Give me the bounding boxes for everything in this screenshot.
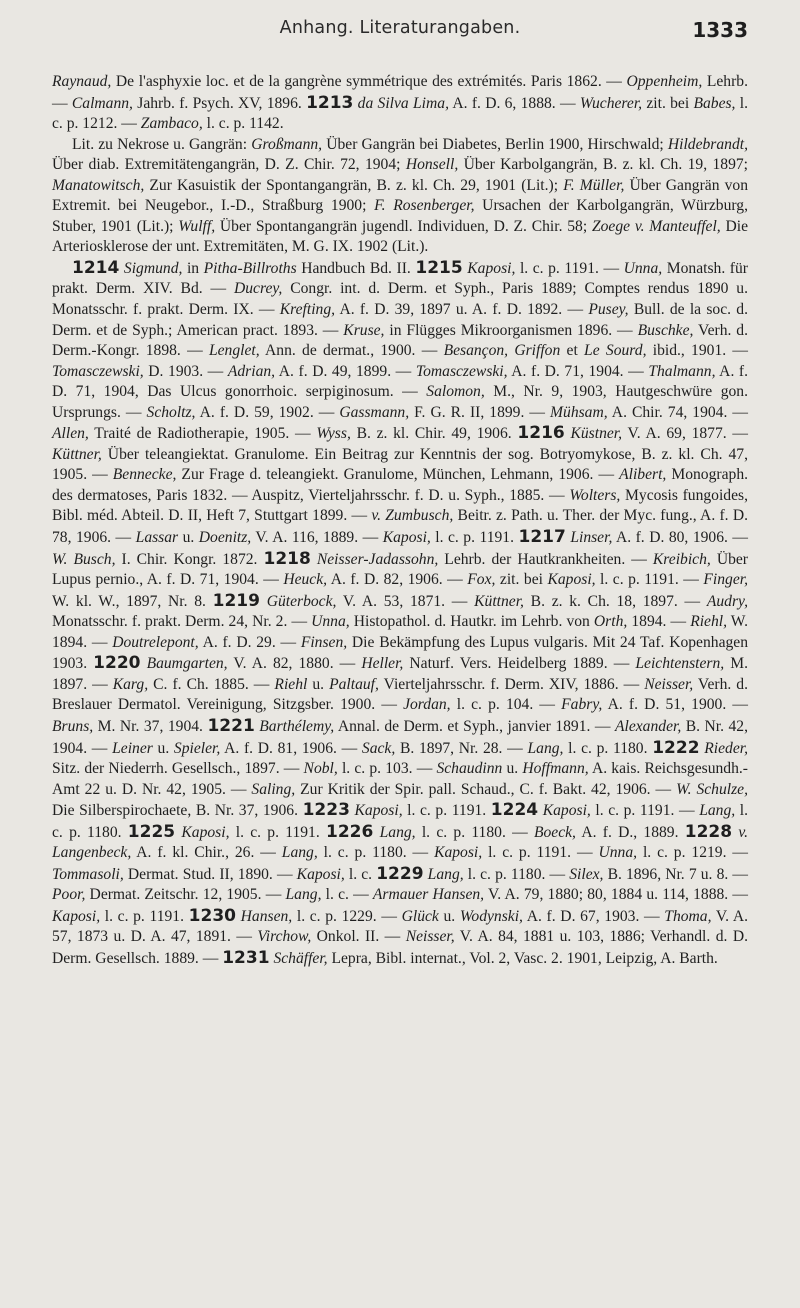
page-header (52, 18, 748, 48)
citation-text: l. c. (344, 865, 377, 883)
citation-text: u. (178, 529, 199, 547)
author-name: Doutrelepont, (112, 633, 199, 651)
author-name: Glück (401, 907, 439, 925)
author-name: Ducrey, (233, 280, 283, 298)
author-name: Pusey, (588, 301, 629, 319)
citation-text: Annal. de Derm. et Syph., janvier 1891. — (334, 717, 615, 735)
author-name: Güterbock, (266, 592, 337, 610)
author-name: Großmann, (251, 135, 323, 153)
citation-text: Mycosis fungoides, Bibl. méd. Abteil. D. II, Heft 7, Stuttgart 1899. — (52, 486, 748, 525)
author-name: Leiner (112, 739, 153, 757)
bibliography-paragraph (52, 258, 748, 970)
citation-text: A. f. D. 71, 1904. — (507, 362, 649, 380)
citation-text: l. c. p. 1191. — (515, 259, 624, 277)
citation-text: A. f. D. 49, 1899. — (275, 362, 416, 380)
citation-text: Monatsh. für prakt. Derm. XIV. Bd. — (52, 259, 748, 298)
citation-text: Histopathol. d. Hautkr. im Lehrb. von (349, 613, 594, 631)
citation-text: C. f. Ch. 1885. — (148, 675, 275, 693)
author-name: Doenitz, (198, 529, 252, 547)
citation-text: Dermat. Zeitschr. 12, 1905. — (85, 886, 286, 904)
author-name: Alibert, (619, 466, 667, 484)
author-name: Lassar (135, 529, 179, 547)
reference-number: 1226 (326, 821, 374, 842)
author-name: Tomasczewski, (415, 362, 508, 380)
bibliography-paragraph (52, 135, 748, 258)
citation-text: l. c. p. 1180. — (317, 844, 435, 862)
author-name: Paltauf, (329, 675, 379, 693)
citation-text: Verh. d. Derm.-Kongr. 1898. — (52, 321, 748, 360)
citation-text: Vierteljahrsschr. f. Derm. XIV, 1886. — (378, 675, 645, 693)
reference-number: 1228 (684, 821, 733, 842)
author-name: Nobl, (303, 760, 338, 778)
reference-number: 1225 (127, 821, 176, 842)
citation-text: A. Chir. 74, 1904. — (607, 403, 748, 421)
author-name: Manatowitsch, (52, 176, 145, 194)
citation-text: Über diab. Extremitätengangrän, D. Z. Chir. 72, 1904; (52, 156, 406, 174)
citation-text: Monatsschr. f. prakt. Derm. 24, Nr. 2. — (52, 613, 312, 631)
author-name: Pitha-Billroths (203, 259, 297, 277)
author-name: Boeck, (533, 823, 576, 841)
author-name: Kaposi, (547, 571, 596, 589)
citation-text: A. f. D. 51, 1900. — (602, 696, 748, 714)
author-name: Schäffer, (273, 949, 328, 967)
citation-text: Bull. de la soc. d. Derm. et de Syph.; American pract. 1893. — (52, 301, 748, 339)
author-name: Hansen, (240, 907, 293, 925)
citation-text: A. f. kl. Chir., 26. — (131, 844, 282, 862)
citation-text: B. 1897, Nr. 28. — (395, 739, 528, 757)
author-name: Kaposi, (434, 844, 483, 862)
author-name: Neisser, (644, 675, 694, 693)
author-name: Karg, (112, 675, 149, 693)
citation-text: B. z. k. Ch. 18, 1897. — (523, 592, 707, 610)
citation-text: l. c. p. 1180. — (415, 823, 534, 841)
author-name: Bennecke, (112, 466, 177, 484)
author-name: F. Müller, (563, 176, 625, 194)
running-title: Anhang. Literaturangaben. (279, 18, 521, 38)
author-name: Unna, (598, 844, 638, 862)
author-name: Alexander, (614, 717, 682, 735)
citation-text: W. 1894. — (52, 613, 748, 651)
author-name: Oppenheim, (626, 73, 703, 90)
author-name: Lang, (527, 739, 564, 757)
author-name: Buschke, (637, 321, 694, 339)
reference-number: 1216 (517, 423, 565, 444)
citation-text: A. f. D. 6, 1888. — (448, 94, 580, 112)
reference-number: 1221 (207, 715, 255, 736)
author-name: Krefting, (279, 301, 336, 319)
author-name: Rieder, (704, 739, 749, 757)
reference-number: 1215 (415, 257, 463, 278)
author-name: Zambaco, (140, 115, 203, 133)
author-name: Kruse, (343, 321, 385, 339)
author-name: Zoege v. Manteuffel, (591, 217, 721, 235)
author-name: Unna, (311, 613, 350, 631)
author-name: Lang, (285, 886, 322, 904)
citation-text: Die Silberspirochaete, B. Nr. 37, 1906. (52, 802, 303, 820)
citation-text: l. c. p. 1180. (52, 802, 748, 841)
author-name: v. Zumbusch, (371, 507, 454, 525)
author-name: Kaposi, (296, 865, 345, 883)
author-name: Küstner, (570, 425, 623, 443)
citation-text: l. c. — (321, 886, 373, 904)
citation-text: Über Spontangangrän jugendl. Individuen, D. Z. Chir. 58; (215, 217, 592, 235)
author-name: Kaposi, (467, 259, 516, 277)
author-name: da Silva Lima, (357, 94, 449, 112)
citation-text: Dermat. Stud. II, 1890. — (123, 865, 297, 883)
citation-text: Zur Kasuistik der Spontangangrän, B. z. kl. Ch. 29, 1901 (Lit.); (144, 176, 564, 194)
author-name: v. Langenbeck, (52, 823, 749, 862)
citation-text: l. c. p. 1191. (229, 823, 327, 841)
citation-text: Über teleangiektat. Granulome. Ein Beitrag zur Kenntnis der sog. Botryomykose, B. z. kl. Ch. 47, 1905. — (52, 445, 748, 484)
author-name: Lang, (379, 823, 416, 841)
reference-number: 1230 (188, 905, 236, 926)
citation-text: W. kl. W., 1897, Nr. 8. (52, 592, 213, 610)
citation-text: Zur Frage d. teleangiekt. Granulome, München, Lehmann, 1906. — (176, 466, 620, 484)
author-name: Wyss, (316, 425, 351, 443)
citation-text: A. f. D. 59, 1902. — (195, 403, 340, 421)
reference-number: 1231 (222, 947, 270, 968)
reference-number: 1217 (518, 527, 566, 548)
citation-text: Zur Kritik der Spir. pall. Schaud., C. f. Bakt. 42, 1906. — (295, 780, 677, 798)
citation-text: B. Nr. 42, 1904. — (52, 717, 748, 757)
citation-text: V. A. 116, 1889. — (251, 529, 383, 547)
citation-text: l. c. p. 1229. — (292, 907, 402, 925)
author-name: Tommasoli, (52, 865, 124, 883)
author-name: Wucherer, (579, 94, 643, 112)
author-name: Thalmann, (648, 362, 716, 380)
citation-text: l. c. p. 1191. (402, 802, 491, 820)
author-name: Heuck, (283, 571, 328, 589)
author-name: Silex, (569, 865, 604, 883)
author-name: Kaposi, (354, 802, 403, 820)
citation-text: Ursachen der Karbolgangrän, Würzburg, Stuber, 1901 (Lit.); (52, 197, 748, 235)
citation-text: in Flügges Mikroorganismen 1896. — (384, 321, 638, 339)
author-name: Wodynski, (459, 907, 523, 925)
citation-text: V. A. 53, 1871. — (336, 592, 475, 610)
citation-text: Lehrb. der Hautkrankheiten. — (438, 550, 653, 568)
citation-text: V. A. 69, 1877. — (622, 425, 748, 443)
citation-text: u. (152, 739, 174, 757)
citation-text: V. A. 84, 1881 u. 103, 1886; Verhandl. d. D. Derm. Gesellsch. 1889. — (52, 928, 748, 967)
citation-text: l. c. p. 104. — (450, 696, 562, 714)
citation-text: M. Nr. 37, 1904. (93, 717, 208, 735)
author-name: Heller, (361, 655, 404, 673)
reference-number: 1213 (306, 92, 354, 113)
author-name: Saling, (251, 780, 296, 798)
reference-number: 1220 (93, 653, 141, 674)
author-name: Jordan, (403, 696, 451, 714)
citation-text: Traité de Radiotherapie, 1905. — (88, 425, 317, 443)
reference-number: 1222 (652, 737, 700, 758)
bibliography-text (52, 72, 748, 970)
author-name: Tomasczewski, (52, 362, 144, 380)
citation-text: A. f. D. 29. — (198, 633, 301, 651)
citation-text: A. f. D. 39, 1897 u. A. f. D. 1892. — (335, 301, 589, 319)
citation-text (260, 593, 267, 610)
author-name: Fox, (467, 571, 496, 589)
reference-number: 1219 (212, 590, 260, 611)
citation-text: F. G. R. II, 1899. — (409, 403, 551, 421)
citation-text: l. c. p. 1191. — (482, 844, 599, 862)
author-name: Poor, (52, 886, 86, 904)
author-name: Kaposi, (382, 529, 431, 547)
author-name: Leichtenstern, (635, 655, 725, 673)
citation-text: Sitz. der Niederrh. Gesellsch., 1897. — (52, 760, 304, 778)
author-name: Fabry, (561, 696, 603, 714)
citation-text: u. (307, 675, 330, 693)
citation-text: Lepra, Bibl. internat., Vol. 2, Vasc. 2. 1901, Leipzig, A. Barth. (327, 949, 718, 967)
citation-text: et (560, 342, 585, 360)
author-name: W. Schulze, (676, 780, 748, 798)
citation-text: Beitr. z. Path. u. Ther. der Myc. fung., A. f. D. 78, 1906. — (52, 507, 748, 547)
author-name: Finsen, (300, 633, 348, 651)
citation-text: A. f. D., 1889. (575, 823, 685, 841)
citation-text: Lehrb. — (52, 73, 748, 112)
author-name: Orth, (593, 613, 628, 631)
author-name: Wolters, (569, 486, 621, 504)
author-name: Calmann, (71, 94, 133, 112)
citation-text: A. f. D. 80, 1906. — (612, 529, 748, 547)
citation-text: Handbuch Bd. II. (296, 259, 416, 277)
citation-text: Die Bekämpfung des Lupus vulgaris. Mit 24 Taf. Kopenhagen 1903. (52, 633, 749, 673)
author-name: Armauer Hansen, (372, 886, 485, 904)
author-name: Allen, (52, 425, 89, 443)
author-name: Audry, (706, 592, 748, 610)
author-name: Hildebrandt, (667, 135, 748, 153)
citation-text: Über Gangrän bei Diabetes, Berlin 1900, Hirschwald; (322, 135, 668, 153)
author-name: Adrian, (227, 362, 276, 380)
citation-text: l. c. p. 1180. (563, 739, 653, 757)
citation-text: B. 1896, Nr. 7 u. 8. — (603, 865, 748, 883)
author-name: W. Busch, (52, 550, 116, 568)
author-name: Hoffmann, (522, 760, 589, 778)
author-name: Lang, (699, 802, 736, 820)
author-name: Unna, (623, 259, 663, 277)
citation-text: Über Lupus pernio., A. f. D. 71, 1904. — (52, 550, 748, 589)
citation-text: B. z. kl. Chir. 49, 1906. (350, 425, 518, 443)
citation-text: u. (502, 760, 523, 778)
citation-text: zit. bei (495, 571, 548, 589)
citation-text: l. c. p. 1191. — (590, 802, 700, 820)
author-name: F. Rosenberger, (374, 197, 475, 215)
author-name: Babes, (693, 94, 736, 112)
author-name: Neisser, (405, 928, 455, 946)
citation-text: in (182, 259, 204, 277)
citation-text: ibid., 1901. — (646, 342, 748, 360)
bibliography-paragraph (52, 72, 748, 135)
citation-text: A. f. D. 81, 1906. — (220, 739, 362, 757)
citation-text: Congr. int. d. Derm. et Syph., Paris 1889; Comptes rendus 1890 u. Monatsschr. f. prakt. Derm. IX. — (52, 280, 748, 319)
reference-number: 1229 (376, 863, 424, 884)
citation-text: V. A. 57, 1873 u. D. A. 47, 1891. — (52, 907, 749, 946)
citation-text: Lit. zu Nekrose u. Gangrän: (72, 135, 252, 153)
author-name: Kaposi, (542, 802, 591, 820)
author-name: Küttner, (474, 592, 524, 610)
author-name: Besançon, Griffon (443, 342, 561, 360)
citation-text: l. c. p. 103. — (337, 760, 437, 778)
author-name: Lenglet, (208, 342, 260, 360)
reference-number: 1223 (302, 800, 350, 821)
author-name: Lang, (427, 865, 464, 883)
author-name: Riehl (274, 675, 308, 693)
citation-text: De l'asphyxie loc. et de la gangrène symmétrique des extrémités. Paris 1862. — (111, 73, 627, 90)
author-name: Kaposi, (52, 907, 101, 925)
citation-text: A. f. D. 67, 1903. — (522, 907, 665, 925)
citation-text: zit. bei (642, 94, 694, 112)
author-name: Baumgarten, (146, 655, 228, 673)
author-name: Thoma, (664, 907, 712, 925)
citation-text: Jahrb. f. Psych. XV, 1896. (132, 94, 307, 112)
citation-text: A. f. D. 71, 1904, Das Ulcus gonorrhoic. serpiginosum. — (52, 362, 749, 401)
author-name: Kreibich, (652, 550, 711, 568)
citation-text: M., Nr. 9, 1903, Hautgeschwüre gon. Ursprungs. — (52, 383, 748, 421)
author-name: Sack, (361, 739, 396, 757)
citation-text: V. A. 82, 1880. — (227, 655, 362, 673)
author-name: Salomon, (426, 383, 485, 401)
citation-text: Ann. de dermat., 1900. — (259, 342, 444, 360)
page-number: 1333 (692, 18, 748, 42)
citation-text: Onkol. II. — (311, 928, 406, 946)
author-name: Spieler, (173, 739, 221, 757)
reference-number: 1224 (490, 800, 539, 821)
citation-text: Naturf. Vers. Heidelberg 1889. — (403, 655, 636, 673)
citation-text: A. f. D. 82, 1906. — (327, 571, 468, 589)
author-name: Kaposi, (181, 823, 230, 841)
citation-text: l. c. p. 1191. (100, 907, 189, 925)
citation-text: Verh. d. Breslauer Dermatol. Vereinigung, Sitzgsber. 1900. — (52, 675, 748, 714)
citation-text: 1894. — (627, 613, 691, 631)
citation-text: Die Arteriosklerose der unt. Extremitäten, M. G. IX. 1902 (Lit.). (52, 217, 749, 256)
author-name: Sigmund, (123, 259, 183, 277)
citation-text: l. c. p. 1212. — (52, 94, 748, 133)
author-name: Le Sourd, (584, 342, 647, 360)
author-name: Honsell, (405, 156, 459, 174)
citation-text: Über Karbolgangrän, B. z. kl. Ch. 19, 1897; (458, 156, 748, 174)
author-name: Linser, (570, 529, 613, 547)
citation-text: V. A. 79, 1880; 80, 1884 u. 114, 1888. — (484, 886, 748, 904)
author-name: Lang, (281, 844, 318, 862)
author-name: Finger, (703, 571, 748, 589)
author-name: Raynaud, (52, 73, 112, 90)
author-name: Wulff, (178, 217, 216, 235)
author-name: Gassmann, (339, 403, 410, 421)
citation-text: I. Chir. Kongr. 1872. (115, 550, 264, 568)
reference-number: 1218 (263, 548, 311, 569)
author-name: Schaudinn (436, 760, 503, 778)
author-name: Neisser-Jadassohn, (316, 550, 439, 568)
author-name: Küttner, (52, 445, 102, 463)
citation-text: l. c. p. 1191. — (595, 571, 704, 589)
citation-text: u. (438, 907, 460, 925)
author-name: Virchow, (257, 928, 312, 946)
citation-text: Monograph. des dermatoses, Paris 1832. — Auspitz, Vierteljahrsschr. f. D. u. Syph., 1885. — (52, 466, 749, 504)
citation-text: l. c. p. 1219. — (637, 844, 749, 862)
author-name: Mühsam, (550, 403, 608, 421)
citation-text: D. 1903. — (143, 362, 228, 380)
citation-text: Über Gangrän von Extremit. bei Neugebor., I.-D., Straßburg 1900; (52, 176, 749, 215)
citation-text: l. c. p. 1142. (202, 115, 284, 133)
citation-text: l. c. p. 1180. — (463, 865, 570, 883)
author-name: Scholtz, (146, 403, 196, 421)
reference-number: 1214 (72, 257, 120, 278)
author-name: Bruns, (52, 717, 94, 735)
citation-text: l. c. p. 1191. (430, 529, 519, 547)
author-name: Barthélemy, (259, 717, 335, 735)
author-name: Riehl, (690, 613, 728, 631)
citation-text: A. kais. Reichsgesundh.-Amt 22 u. D. Nr. 42, 1905. — (52, 760, 748, 798)
citation-text: M. 1897. — (52, 655, 748, 693)
